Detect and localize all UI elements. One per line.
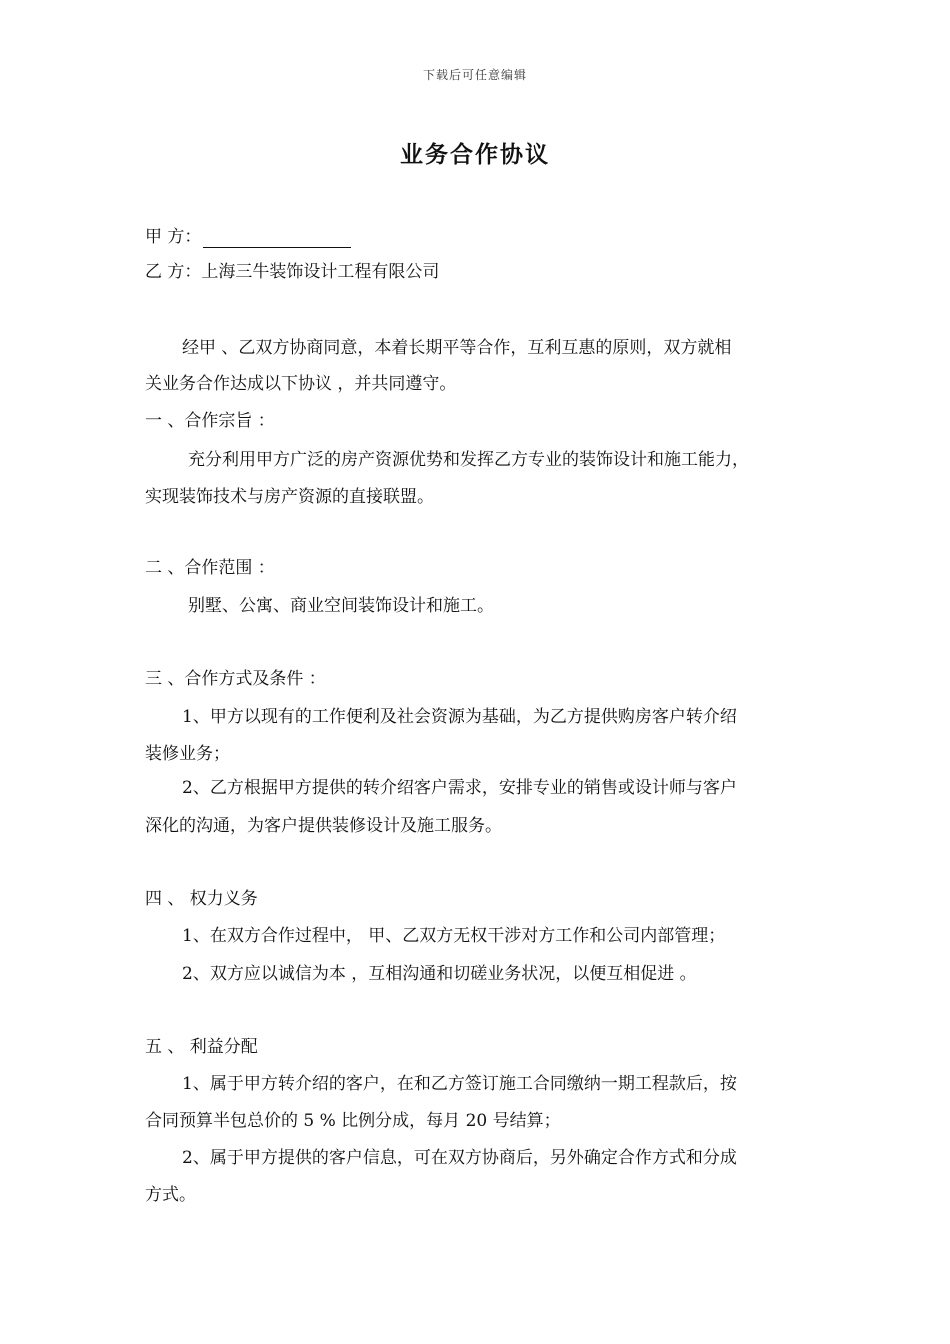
document-title: 业务合作协议: [400, 141, 550, 168]
section-5-item-1-line-2: 合同预算半包总价的 5 % 比例分成，每月 20 号结算；: [145, 1111, 561, 1131]
section-3-item-1-line-2: 装修业务；: [145, 744, 230, 764]
section-5-item-1-line-1: 1、属于甲方转介绍的客户，在和乙方签订施工合同缴纳一期工程款后，按: [182, 1074, 737, 1094]
party-a-label: 甲 方：: [145, 227, 202, 247]
section-5-item-2-line-2: 方式。: [145, 1185, 196, 1205]
section-1-line-1: 充分利用甲方广泛的房产资源优势和发挥乙方专业的装饰设计和施工能力，: [188, 450, 749, 470]
section-2-heading: 二 、合作范围 ：: [145, 558, 275, 578]
header-note: 下载后可任意编辑: [422, 68, 527, 82]
section-3-item-1-line-1: 1、甲方以现有的工作便利及社会资源为基础，为乙方提供购房客户转介绍: [182, 707, 737, 727]
section-3-item-2-line-1: 2、乙方根据甲方提供的转介绍客户需求，安排专业的销售或设计师与客户: [182, 778, 737, 798]
party-b-line: 乙 方：上海三牛装饰设计工程有限公司: [145, 262, 440, 282]
section-5-heading: 五 、 利益分配: [145, 1037, 258, 1057]
intro-line-1: 经甲 、乙双方协商同意，本着长期平等合作，互利互惠的原则，双方就相: [182, 338, 732, 358]
section-4-heading: 四 、 权力义务: [145, 889, 258, 909]
section-2-line-1: 别墅、公寓、商业空间装饰设计和施工。: [188, 596, 494, 616]
section-4-item-1: 1、在双方合作过程中， 甲、乙双方无权干涉对方工作和公司内部管理；: [182, 926, 726, 946]
section-5-item-2-line-1: 2、属于甲方提供的客户信息，可在双方协商后，另外确定合作方式和分成: [182, 1148, 737, 1168]
section-4-item-2: 2、双方应以诚信为本 ，互相沟通和切磋业务状况，以便互相促进 。: [182, 964, 697, 984]
party-a-blank: [203, 229, 351, 248]
section-1-heading: 一 、合作宗旨 ：: [145, 411, 275, 431]
section-3-item-2-line-2: 深化的沟通，为客户提供装修设计及施工服务。: [145, 816, 502, 836]
section-1-line-2: 实现装饰技术与房产资源的直接联盟。: [145, 487, 434, 507]
section-3-heading: 三 、合作方式及条件 ：: [145, 669, 326, 689]
party-a-line: [145, 226, 825, 248]
intro-line-2: 关业务合作达成以下协议 ，并共同遵守。: [145, 374, 457, 394]
